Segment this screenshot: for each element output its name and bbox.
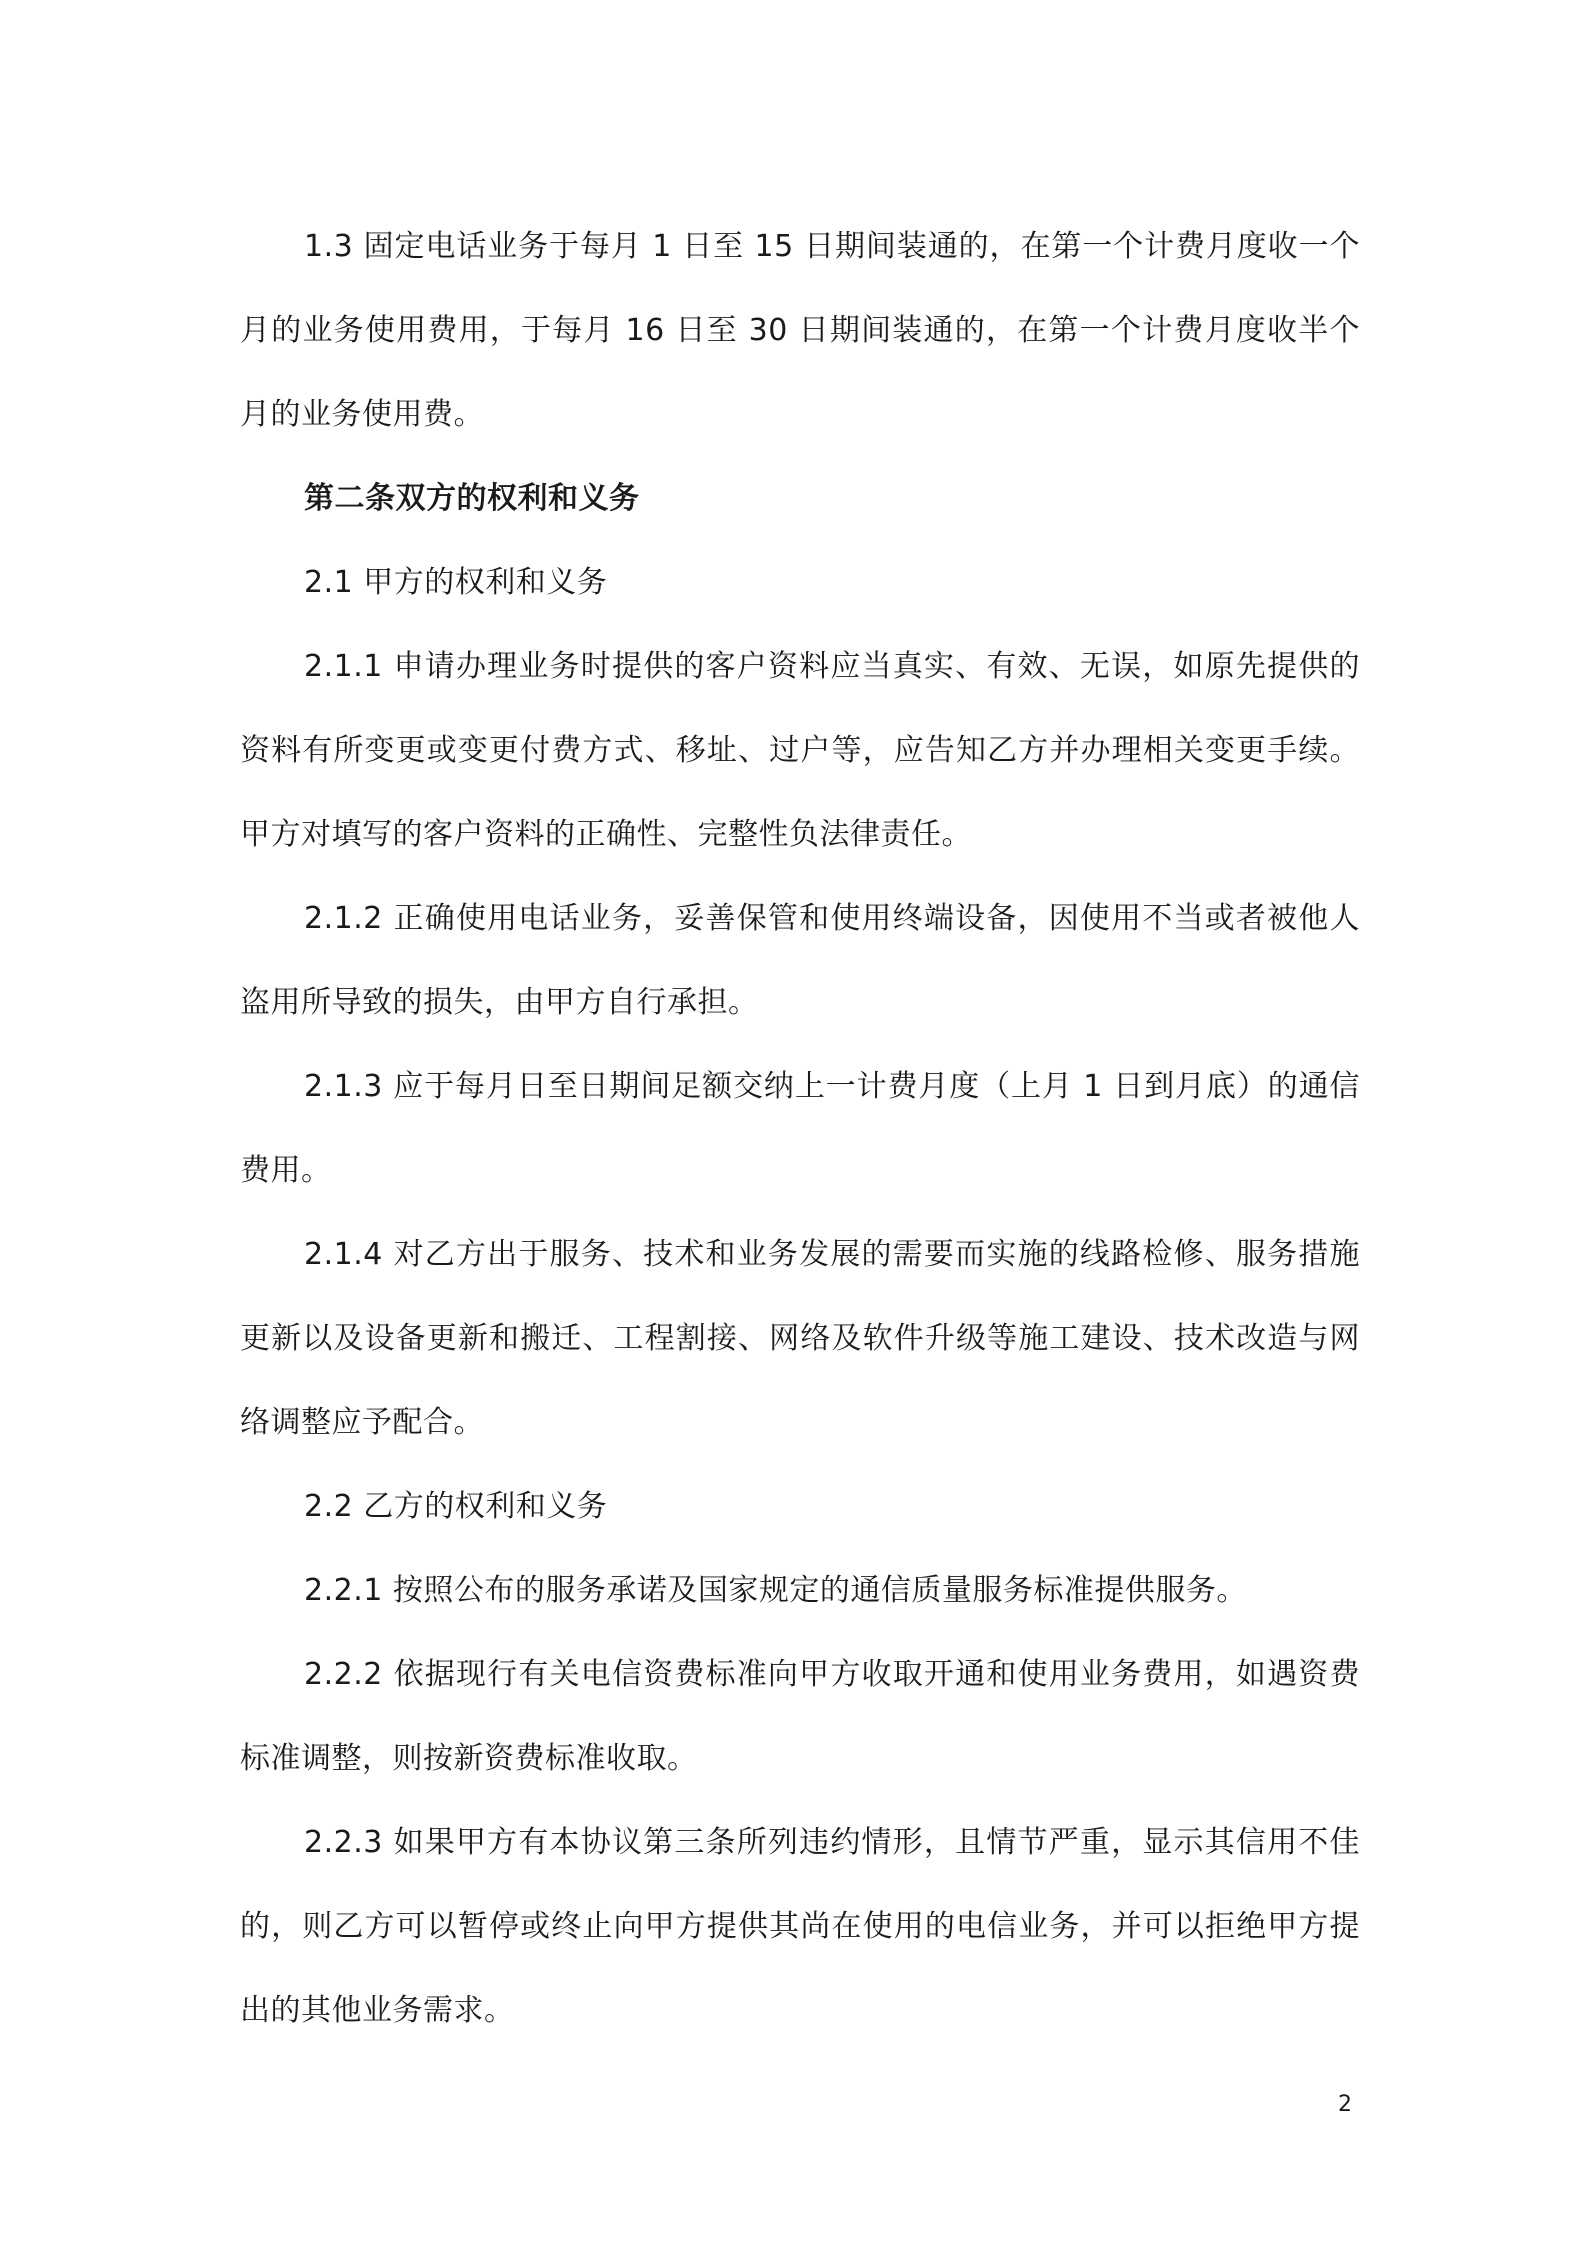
clause-2-2-3: 2.2.3 如果甲方有本协议第三条所列违约情形，且情节严重，显示其信用不佳的，则乙方可以暂停或终止向甲方提供其尚在使用的电信业务，并可以拒绝甲方提出的其他业务需求。 <box>240 1825 1360 2028</box>
section-2-2-heading: 2.2 乙方的权利和义务 <box>304 1489 608 1524</box>
article-2-heading: 第二条双方的权利和义务 <box>304 481 640 516</box>
document-body <box>240 205 1360 2053</box>
clause-2-2-2: 2.2.2 依据现行有关电信资费标准向甲方收取开通和使用业务费用，如遇资费标准调整，则按新资费标准收取。 <box>240 1657 1360 1776</box>
clause-2-1-2: 2.1.2 正确使用电话业务，妥善保管和使用终端设备，因使用不当或者被他人盗用所导致的损失，由甲方自行承担。 <box>240 901 1360 1020</box>
page-number: 2 <box>1338 2092 1352 2117</box>
clause-2-1-1: 2.1.1 申请办理业务时提供的客户资料应当真实、有效、无误，如原先提供的资料有所变更或变更付费方式、移址、过户等，应告知乙方并办理相关变更手续。甲方对填写的客户资料的正确性、完整性负法律责任。 <box>240 649 1360 852</box>
clause-2-1-4: 2.1.4 对乙方出于服务、技术和业务发展的需要而实施的线路检修、服务措施更新以及设备更新和搬迁、工程割接、网络及软件升级等施工建设、技术改造与网络调整应予配合。 <box>240 1237 1360 1440</box>
paragraph-1-3-fixed-phone-billing: 1.3 固定电话业务于每月 1 日至 15 日期间装通的，在第一个计费月度收一个月的业务使用费用，于每月 16 日至 30 日期间装通的，在第一个计费月度收半个月的业务使用费。 <box>240 229 1360 432</box>
section-2-1-heading: 2.1 甲方的权利和义务 <box>304 565 608 600</box>
clause-2-2-1: 2.2.1 按照公布的服务承诺及国家规定的通信质量服务标准提供服务。 <box>304 1573 1247 1608</box>
clause-2-1-3: 2.1.3 应于每月日至日期间足额交纳上一计费月度（上月 1 日到月底）的通信费用。 <box>240 1069 1360 1188</box>
